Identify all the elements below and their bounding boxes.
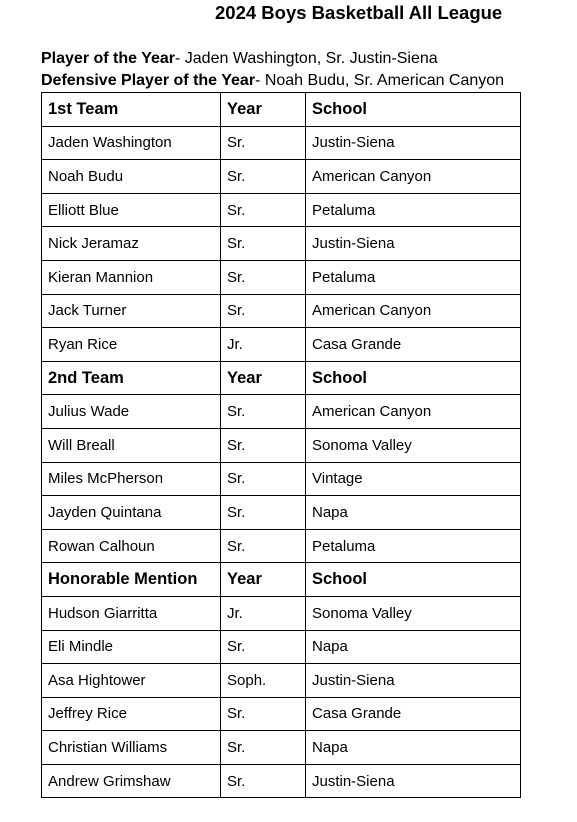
award-player-of-the-year — [41, 49, 438, 69]
header-cell-year: Year — [221, 361, 306, 395]
cell-year: Sr. — [221, 160, 306, 194]
cell-school: Petaluma — [306, 260, 521, 294]
cell-name: Hudson Giarritta — [42, 596, 221, 630]
table-row — [42, 126, 521, 160]
table-row — [42, 428, 521, 462]
cell-school: Vintage — [306, 462, 521, 496]
header-cell-name: Honorable Mention — [42, 563, 221, 597]
cell-year: Jr. — [221, 328, 306, 362]
cell-school: Sonoma Valley — [306, 596, 521, 630]
cell-school: Casa Grande — [306, 328, 521, 362]
cell-school: Napa — [306, 731, 521, 765]
cell-name: Andrew Grimshaw — [42, 764, 221, 798]
header-cell-name: 2nd Team — [42, 361, 221, 395]
cell-school: Napa — [306, 496, 521, 530]
cell-year: Sr. — [221, 697, 306, 731]
section-header-1st-team — [42, 93, 521, 127]
cell-name: Ryan Rice — [42, 328, 221, 362]
cell-name: Eli Mindle — [42, 630, 221, 664]
table-row — [42, 328, 521, 362]
cell-school: Sonoma Valley — [306, 428, 521, 462]
page-title: 2024 Boys Basketball All League — [215, 2, 503, 23]
cell-year: Sr. — [221, 227, 306, 261]
cell-name: Will Breall — [42, 428, 221, 462]
cell-name: Kieran Mannion — [42, 260, 221, 294]
award-label: Defensive Player of the Year — [41, 72, 256, 89]
table-row — [42, 260, 521, 294]
cell-school: American Canyon — [306, 294, 521, 328]
cell-year: Soph. — [221, 664, 306, 698]
award-defensive-player-of-the-year — [41, 71, 504, 91]
cell-name: Jeffrey Rice — [42, 697, 221, 731]
award-separator: - — [175, 50, 185, 67]
cell-school: Justin-Siena — [306, 227, 521, 261]
table-row — [42, 193, 521, 227]
table-row — [42, 764, 521, 798]
table-row — [42, 395, 521, 429]
award-value: Noah Budu, Sr. American Canyon — [264, 72, 505, 89]
cell-school: Casa Grande — [306, 697, 521, 731]
table-row — [42, 731, 521, 765]
table-row — [42, 496, 521, 530]
cell-school: Justin-Siena — [306, 764, 521, 798]
cell-school: Justin-Siena — [306, 126, 521, 160]
cell-year: Sr. — [221, 630, 306, 664]
cell-name: Nick Jeramaz — [42, 227, 221, 261]
header-cell-year: Year — [221, 93, 306, 127]
award-value: Jaden Washington, Sr. Justin-Siena — [184, 50, 438, 67]
table-row — [42, 596, 521, 630]
cell-school: American Canyon — [306, 160, 521, 194]
cell-name: Noah Budu — [42, 160, 221, 194]
cell-year: Sr. — [221, 260, 306, 294]
all-league-table — [41, 92, 521, 798]
table-row — [42, 529, 521, 563]
table-row — [42, 227, 521, 261]
cell-year: Sr. — [221, 193, 306, 227]
cell-year: Sr. — [221, 428, 306, 462]
cell-school: Petaluma — [306, 529, 521, 563]
cell-year: Sr. — [221, 395, 306, 429]
cell-year: Sr. — [221, 529, 306, 563]
cell-name: Rowan Calhoun — [42, 529, 221, 563]
award-label: Player of the Year — [41, 50, 175, 67]
cell-year: Sr. — [221, 496, 306, 530]
section-header-honorable-mention — [42, 563, 521, 597]
cell-name: Julius Wade — [42, 395, 221, 429]
cell-school: Justin-Siena — [306, 664, 521, 698]
header-cell-school: School — [306, 563, 521, 597]
cell-school: American Canyon — [306, 395, 521, 429]
table-row — [42, 294, 521, 328]
cell-name: Christian Williams — [42, 731, 221, 765]
header-cell-school: School — [306, 93, 521, 127]
table-row — [42, 160, 521, 194]
cell-year: Sr. — [221, 462, 306, 496]
table-row — [42, 630, 521, 664]
cell-year: Jr. — [221, 596, 306, 630]
cell-name: Elliott Blue — [42, 193, 221, 227]
header-cell-school: School — [306, 361, 521, 395]
cell-name: Asa Hightower — [42, 664, 221, 698]
cell-school: Napa — [306, 630, 521, 664]
table-row — [42, 697, 521, 731]
cell-name: Miles McPherson — [42, 462, 221, 496]
cell-school: Petaluma — [306, 193, 521, 227]
all-league-table-body — [42, 93, 521, 798]
cell-year: Sr. — [221, 731, 306, 765]
cell-year: Sr. — [221, 126, 306, 160]
cell-name: Jaden Washington — [42, 126, 221, 160]
table-row — [42, 462, 521, 496]
cell-name: Jayden Quintana — [42, 496, 221, 530]
section-header-2nd-team — [42, 361, 521, 395]
table-row — [42, 664, 521, 698]
award-separator: - — [255, 72, 265, 89]
header-cell-year: Year — [221, 563, 306, 597]
cell-name: Jack Turner — [42, 294, 221, 328]
cell-year: Sr. — [221, 764, 306, 798]
cell-year: Sr. — [221, 294, 306, 328]
header-cell-name: 1st Team — [42, 93, 221, 127]
